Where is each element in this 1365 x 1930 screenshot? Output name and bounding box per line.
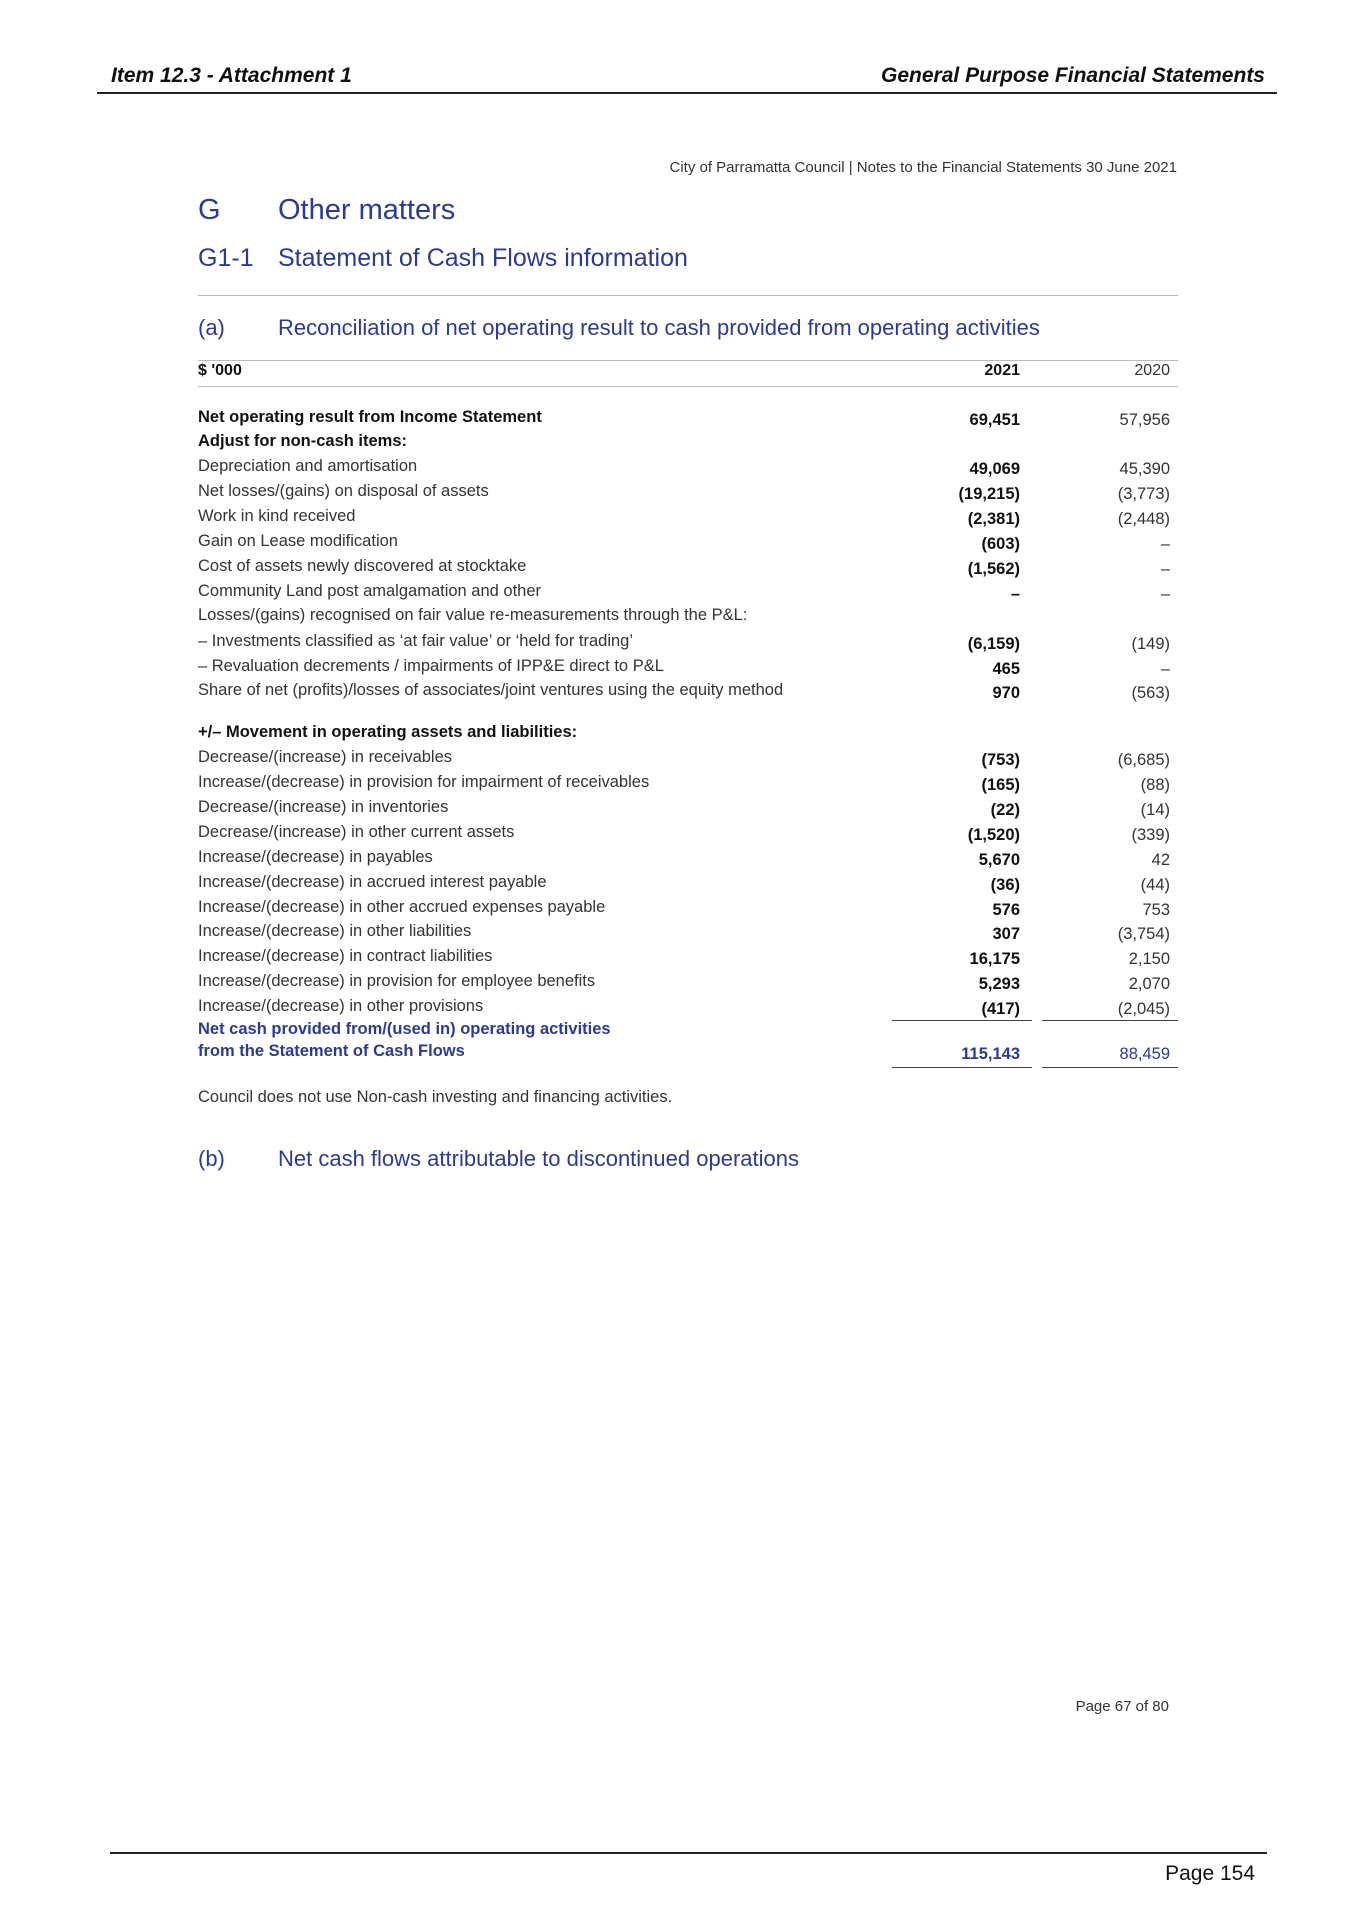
footer-rule — [110, 1852, 1267, 1854]
total-value-2021: 115,143 — [961, 1045, 1020, 1063]
table-row — [198, 972, 1178, 996]
row-label: Increase/(decrease) in other accrued expenses payable — [198, 898, 606, 916]
row-label: Net operating result from Income Statement — [198, 408, 542, 426]
document-subtitle: City of Parramatta Council | Notes to the Financial Statements 30 June 2021 — [669, 159, 1177, 176]
row-value-2020: (44) — [1140, 876, 1170, 894]
total-line-2020 — [1042, 1067, 1178, 1068]
table-row — [198, 632, 1178, 656]
row-value-2020: (3,773) — [1117, 485, 1170, 503]
table-row — [198, 947, 1178, 971]
row-value-2020: 2,070 — [1128, 975, 1170, 993]
row-value-2020: – — [1160, 585, 1170, 603]
row-value-2021: 69,451 — [969, 411, 1020, 429]
table-row — [198, 681, 1178, 705]
table-row — [198, 898, 1178, 922]
row-value-2021: 5,670 — [978, 851, 1020, 869]
total-row — [198, 1020, 1178, 1044]
row-label: Increase/(decrease) in accrued interest payable — [198, 873, 547, 891]
row-value-2020: (3,754) — [1117, 925, 1170, 943]
row-label: Gain on Lease modification — [198, 532, 398, 550]
row-label: Work in kind received — [198, 507, 356, 525]
row-label: Increase/(decrease) in contract liabilities — [198, 947, 493, 965]
note-text: Council does not use Non-cash investing and financing activities. — [198, 1088, 673, 1106]
table-row — [198, 997, 1178, 1021]
table-row — [198, 557, 1178, 581]
row-value-2020: 42 — [1151, 851, 1170, 869]
row-value-2021: (603) — [981, 535, 1020, 553]
row-value-2021: (2,381) — [967, 510, 1020, 528]
row-value-2020: (14) — [1140, 801, 1170, 819]
total-label-line-2: from the Statement of Cash Flows — [198, 1042, 465, 1060]
row-value-2021: 576 — [992, 901, 1020, 919]
total-label-line-1: Net cash provided from/(used in) operating activities — [198, 1020, 611, 1038]
table-row — [198, 507, 1178, 531]
row-value-2021: 49,069 — [969, 460, 1020, 478]
row-label: Increase/(decrease) in payables — [198, 848, 433, 866]
row-label: Decrease/(increase) in inventories — [198, 798, 449, 816]
header-document-title: General Purpose Financial Statements — [881, 64, 1265, 87]
row-value-2020: (6,685) — [1117, 751, 1170, 769]
row-value-2021: 5,293 — [978, 975, 1020, 993]
table-row — [198, 922, 1178, 946]
section-number: G — [198, 194, 221, 226]
row-value-2021: (1,562) — [967, 560, 1020, 578]
row-label: Losses/(gains) recognised on fair value re-measurements through the P&L: — [198, 606, 748, 624]
part-b-number: (b) — [198, 1146, 225, 1171]
row-label: Share of net (profits)/losses of associates/joint ventures using the equity method — [198, 681, 784, 699]
row-value-2020: (2,045) — [1117, 1000, 1170, 1018]
unit-label: $ '000 — [198, 362, 242, 379]
row-value-2020: – — [1160, 560, 1170, 578]
row-label: Increase/(decrease) in other provisions — [198, 997, 484, 1015]
row-label: Increase/(decrease) in other liabilities — [198, 922, 472, 940]
row-value-2021: (753) — [981, 751, 1020, 769]
page-header — [97, 62, 1277, 94]
row-value-2020: (149) — [1131, 635, 1170, 653]
row-value-2021: (36) — [990, 876, 1020, 894]
row-label: Decrease/(increase) in other current assets — [198, 823, 515, 841]
table-top-rule — [198, 360, 1178, 361]
table-row — [198, 773, 1178, 797]
row-value-2021: (165) — [981, 776, 1020, 794]
row-value-2020: 2,150 — [1128, 950, 1170, 968]
row-value-2020: – — [1160, 660, 1170, 678]
section-title: Other matters — [278, 194, 456, 226]
row-label: Community Land post amalgamation and other — [198, 582, 542, 600]
table-row — [198, 532, 1178, 556]
row-value-2021: 970 — [992, 684, 1020, 702]
row-value-2021: (6,159) — [967, 635, 1020, 653]
row-value-2021: 16,175 — [969, 950, 1020, 968]
table-row — [198, 482, 1178, 506]
row-value-2021: (22) — [990, 801, 1020, 819]
table-row — [198, 432, 1178, 456]
header-item-label: Item 12.3 - Attachment 1 — [111, 64, 352, 87]
row-value-2020: 753 — [1142, 901, 1170, 919]
row-label: Increase/(decrease) in provision for impairment of receivables — [198, 773, 650, 791]
table-row — [198, 748, 1178, 772]
row-value-2020: (2,448) — [1117, 510, 1170, 528]
part-a-heading — [198, 315, 1040, 341]
subsection-title: Statement of Cash Flows information — [278, 244, 688, 272]
row-label: – Investments classified as ‘at fair value’ or ‘held for trading’ — [198, 632, 634, 650]
part-a-number: (a) — [198, 315, 225, 340]
subsection-heading — [198, 244, 688, 273]
column-2021-header: 2021 — [984, 362, 1020, 379]
table-row — [198, 848, 1178, 872]
table-row — [198, 823, 1178, 847]
subsection-number: G1-1 — [198, 244, 254, 272]
table-header-rule — [198, 386, 1178, 387]
row-label: Decrease/(increase) in receivables — [198, 748, 453, 766]
row-value-2021: 465 — [992, 660, 1020, 678]
total-value-2020: 88,459 — [1119, 1045, 1170, 1063]
row-value-2021: – — [1010, 585, 1020, 603]
table-row — [198, 582, 1178, 606]
row-value-2021: (1,520) — [967, 826, 1020, 844]
row-value-2021: (19,215) — [958, 485, 1020, 503]
row-label: Net losses/(gains) on disposal of assets — [198, 482, 489, 500]
row-value-2020: (563) — [1131, 684, 1170, 702]
row-label: – Revaluation decrements / impairments of IPP&E direct to P&L — [198, 657, 664, 675]
row-label: Cost of assets newly discovered at stocktake — [198, 557, 527, 575]
table-row — [198, 657, 1178, 681]
table-row — [198, 457, 1178, 481]
row-value-2020: 57,956 — [1119, 411, 1170, 429]
row-value-2020: 45,390 — [1119, 460, 1170, 478]
row-value-2021: 307 — [992, 925, 1020, 943]
table-row — [198, 798, 1178, 822]
row-value-2020: – — [1160, 535, 1170, 553]
page-of-total: Page 67 of 80 — [1075, 1698, 1169, 1715]
page-number: Page 154 — [1165, 1862, 1255, 1885]
total-row — [198, 1042, 1178, 1066]
section-heading — [198, 194, 455, 227]
total-line-2021 — [892, 1067, 1032, 1068]
table-row — [198, 408, 1178, 432]
row-label: +/– Movement in operating assets and liabilities: — [198, 723, 578, 741]
row-label: Adjust for non-cash items: — [198, 432, 408, 450]
part-a-title: Reconciliation of net operating result to cash provided from operating activities — [278, 315, 1040, 340]
row-label: Increase/(decrease) in provision for employee benefits — [198, 972, 596, 990]
table-row — [198, 606, 1178, 630]
row-value-2021: (417) — [981, 1000, 1020, 1018]
row-label: Depreciation and amortisation — [198, 457, 418, 475]
table-header — [198, 362, 1178, 384]
table-row — [198, 723, 1178, 747]
part-b-title: Net cash flows attributable to discontinued operations — [278, 1146, 799, 1171]
column-2020-header: 2020 — [1134, 362, 1170, 379]
row-value-2020: (88) — [1140, 776, 1170, 794]
divider — [198, 295, 1178, 296]
table-row — [198, 873, 1178, 897]
part-b-heading — [198, 1146, 799, 1172]
row-value-2020: (339) — [1131, 826, 1170, 844]
